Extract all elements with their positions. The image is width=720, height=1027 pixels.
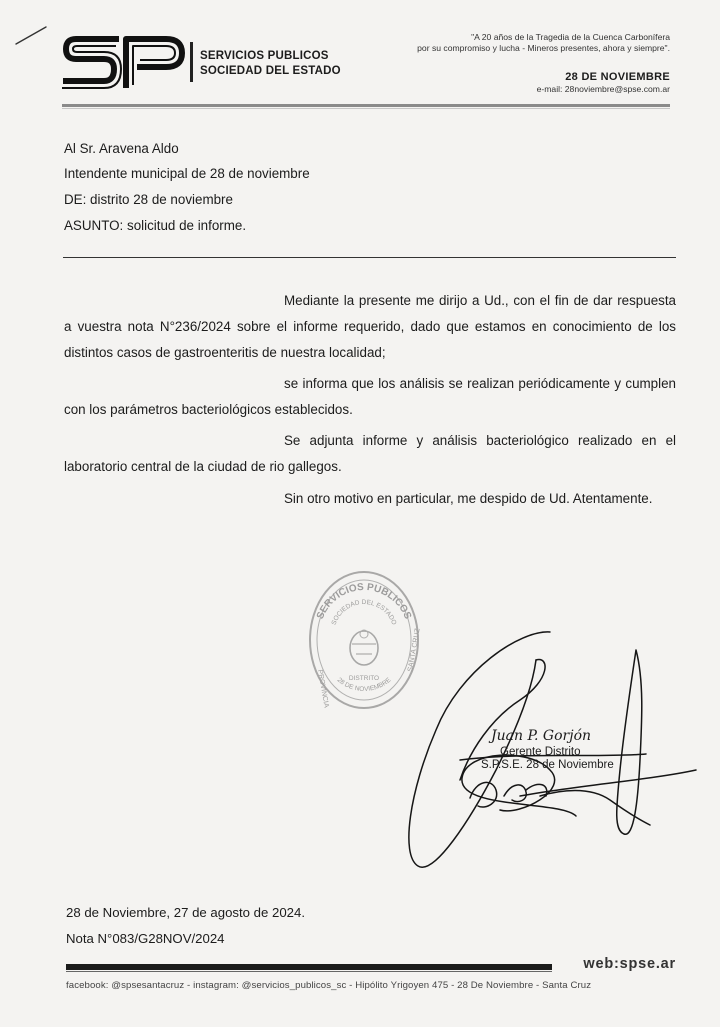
slogan-line1: "A 20 años de la Tragedia de la Cuenca Carbonífera <box>471 32 670 42</box>
stamp-top-text: SERVICIOS PUBLICOS <box>314 581 414 621</box>
org-name <box>200 49 341 79</box>
header-email: e-mail: 28noviembre@spse.com.ar <box>536 84 670 94</box>
website-label: web:spse.ar <box>583 956 676 972</box>
stamp-right-text: SANTA CRUZ <box>407 627 422 673</box>
paragraph-2-line-2: con los parámetros bacteriológicos establecidos. <box>64 402 353 417</box>
contact-line: facebook: @spsesantacruz - instagram: @servicios_publicos_sc - Hipólito Yrigoyen 475 - 28 De Noviembre - Santa Cruz <box>66 980 592 991</box>
paragraph-3-line-2: laboratorio central de la ciudad de rio gallegos. <box>64 459 342 474</box>
logo-divider <box>190 42 193 82</box>
block-divider <box>63 257 676 258</box>
paragraph-1-line-1: Mediante la presente me dirijo a Ud., con el fin de dar respuesta <box>284 293 676 308</box>
subject-line: ASUNTO: solicitud de informe. <box>64 218 247 233</box>
stamp-lower-text: 28 DE NOVIEMBRE <box>335 676 393 694</box>
signatory-org: S.P.S.E. 28 de Noviembre <box>481 759 614 771</box>
pen-mark <box>14 24 48 46</box>
paragraph-1 <box>64 288 676 366</box>
signatory-role: Gerente Distrito <box>500 746 581 758</box>
footer-bar-thin <box>66 971 552 972</box>
header-rule <box>62 104 670 107</box>
slogan-line2: por su compromiso y lucha - Mineros presentes, ahora y siempre". <box>417 43 670 53</box>
stamp-inner-text: SOCIEDAD DEL ESTADO <box>330 599 398 626</box>
slogan <box>417 32 670 54</box>
recipient-line: Al Sr. Aravena Aldo <box>64 141 179 156</box>
stamp-left-text: PROVINCIA <box>316 669 330 709</box>
paragraph-2-line-1: se informa que los análisis se realizan periódicamente y cumplen <box>284 376 676 391</box>
paragraph-3-line-1: Se adjunta informe y análisis bacteriológico realizado en el <box>284 433 676 448</box>
sender-line: DE: distrito 28 de noviembre <box>64 192 233 207</box>
closing-line: Sin otro motivo en particular, me despido de Ud. Atentamente. <box>284 491 653 506</box>
signatory-name: Juan P. Gorjón <box>491 728 592 744</box>
footer-bar <box>66 964 552 970</box>
district-heading: 28 DE NOVIEMBRE <box>565 71 670 83</box>
org-name-line2: SOCIEDAD DEL ESTADO <box>200 65 341 77</box>
header-rule-thin <box>62 108 670 109</box>
nota-number: Nota N°083/G28NOV/2024 <box>66 931 225 946</box>
sp-logo <box>60 33 188 89</box>
recipient-title: Intendente municipal de 28 de noviembre <box>64 166 310 181</box>
stamp-center-text: DISTRITO <box>348 675 380 682</box>
paragraph-1-line-2: a vuestra nota N°236/2024 sobre el informe requerido, dado que estamos en conocimiento de los <box>64 319 676 334</box>
paragraph-3 <box>64 428 676 480</box>
org-name-line1: SERVICIOS PUBLICOS <box>200 50 329 62</box>
closing <box>64 486 676 512</box>
paragraph-1-line-3: distintos casos de gastroenteritis de nuestra localidad; <box>64 345 386 360</box>
paragraph-2 <box>64 371 676 423</box>
date-line: 28 de Noviembre, 27 de agosto de 2024. <box>66 905 306 920</box>
